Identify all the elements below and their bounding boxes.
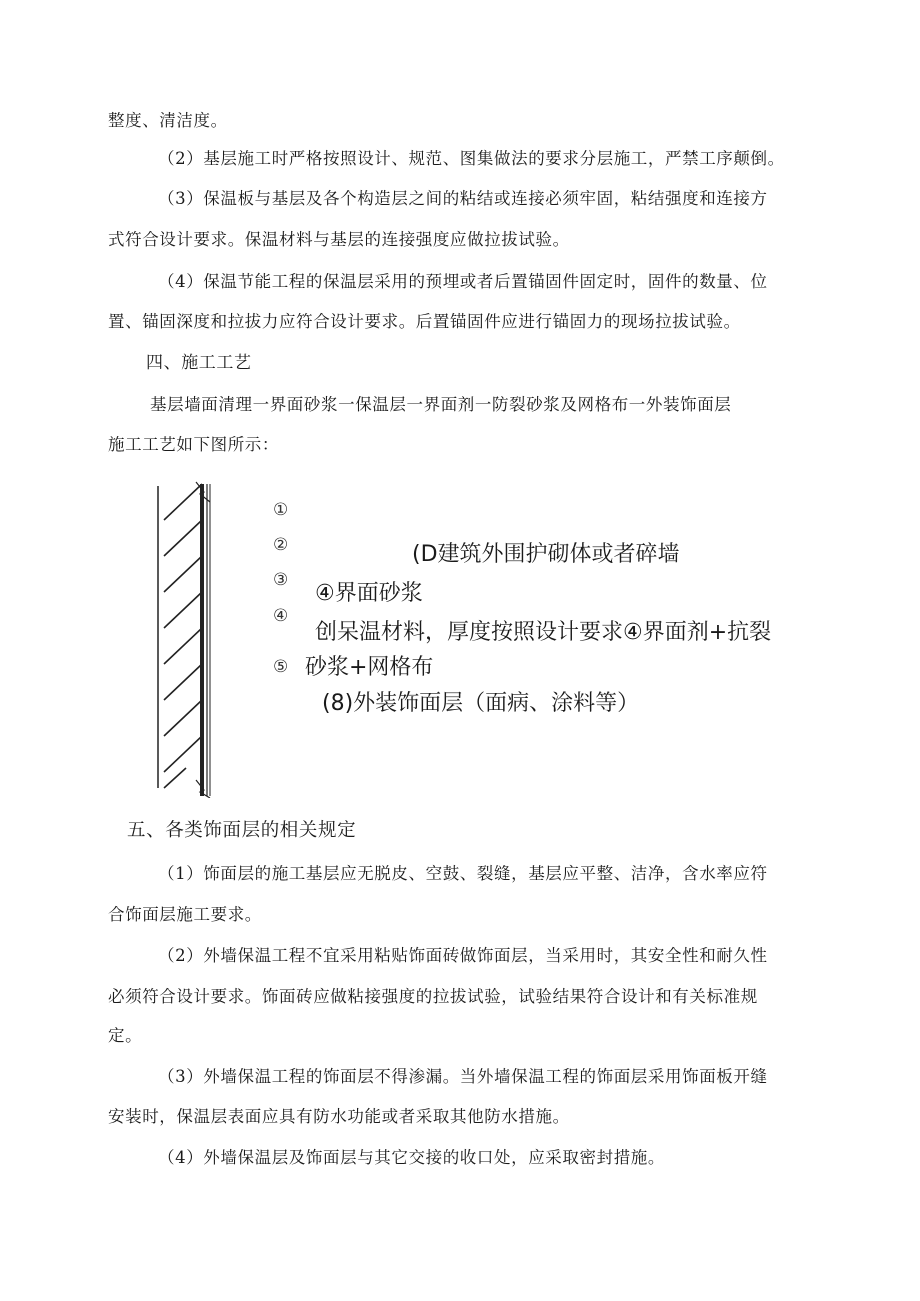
- figure-label-layer-2: ④界面砂浆: [315, 581, 423, 606]
- list-item: （4）保温节能工程的保温层采用的预埋或者后置锚固件固定时，固件的数量、位: [158, 272, 768, 291]
- figure-label-layer-4: 砂浆+网格布: [305, 655, 434, 680]
- layer-marker-1: ①: [273, 500, 289, 520]
- figure-label-layer-1: (D建筑外围护砌体或者碎墙: [412, 542, 680, 567]
- figure-label-layer-3: 创呆温材料，厚度按照设计要求④界面剂+抗裂: [315, 620, 772, 645]
- paragraph-line: 安装时，保温层表面应具有防水功能或者采取其他防水措施。: [108, 1107, 570, 1126]
- figure-label-layer-5: (8)外装饰面层（面病、涂料等）: [322, 691, 640, 716]
- paragraph-line: 施工工艺如下图所示：: [108, 435, 279, 454]
- section-heading: 五、各类饰面层的相关规定: [127, 820, 357, 841]
- paragraph-line: 置、锚固深度和拉拔力应符合设计要求。后置锚固件应进行锚固力的现场拉拔试验。: [108, 312, 741, 331]
- paragraph-line: 合饰面层施工要求。: [108, 905, 262, 924]
- layer-marker-3: ③: [273, 570, 289, 590]
- wall-hatching: [164, 484, 202, 788]
- list-item: （2）基层施工时严格按照设计、规范、图集做法的要求分层施工，严禁工序颠倒。: [158, 149, 785, 168]
- wall-section-diagram: [150, 478, 270, 798]
- paragraph-line: 式符合设计要求。保温材料与基层的连接强度应做拉拔试验。: [108, 230, 570, 249]
- layer-marker-2: ②: [273, 535, 289, 555]
- layer-marker-4: ④: [273, 606, 289, 626]
- list-item: （3）保温板与基层及各个构造层之间的粘结或连接必须牢固，粘结强度和连接方: [158, 189, 768, 208]
- paragraph-line: 整度、清洁度。: [108, 111, 228, 130]
- list-item: （3）外墙保温工程的饰面层不得渗漏。当外墙保温工程的饰面层采用饰面板开缝: [158, 1067, 768, 1086]
- process-flow: 基层墙面清理一界面砂浆一保温层一界面剂一防裂砂浆及网格布一外装饰面层: [150, 395, 732, 414]
- list-item: （1）饰面层的施工基层应无脱皮、空鼓、裂缝，基层应平整、洁净，含水率应符: [158, 864, 768, 883]
- list-item: （4）外墙保温层及饰面层与其它交接的收口处，应采取密封措施。: [158, 1148, 665, 1167]
- paragraph-line: 必须符合设计要求。饰面砖应做粘接强度的拉拔试验，试验结果符合设计和有关标准规: [108, 987, 758, 1006]
- paragraph-line: 定。: [108, 1026, 143, 1045]
- layer-marker-5: ⑤: [273, 657, 289, 677]
- section-heading: 四、施工工艺: [146, 353, 252, 373]
- list-item: （2）外墙保温工程不宜采用粘贴饰面砖做饰面层，当采用时，其安全性和耐久性: [158, 946, 768, 965]
